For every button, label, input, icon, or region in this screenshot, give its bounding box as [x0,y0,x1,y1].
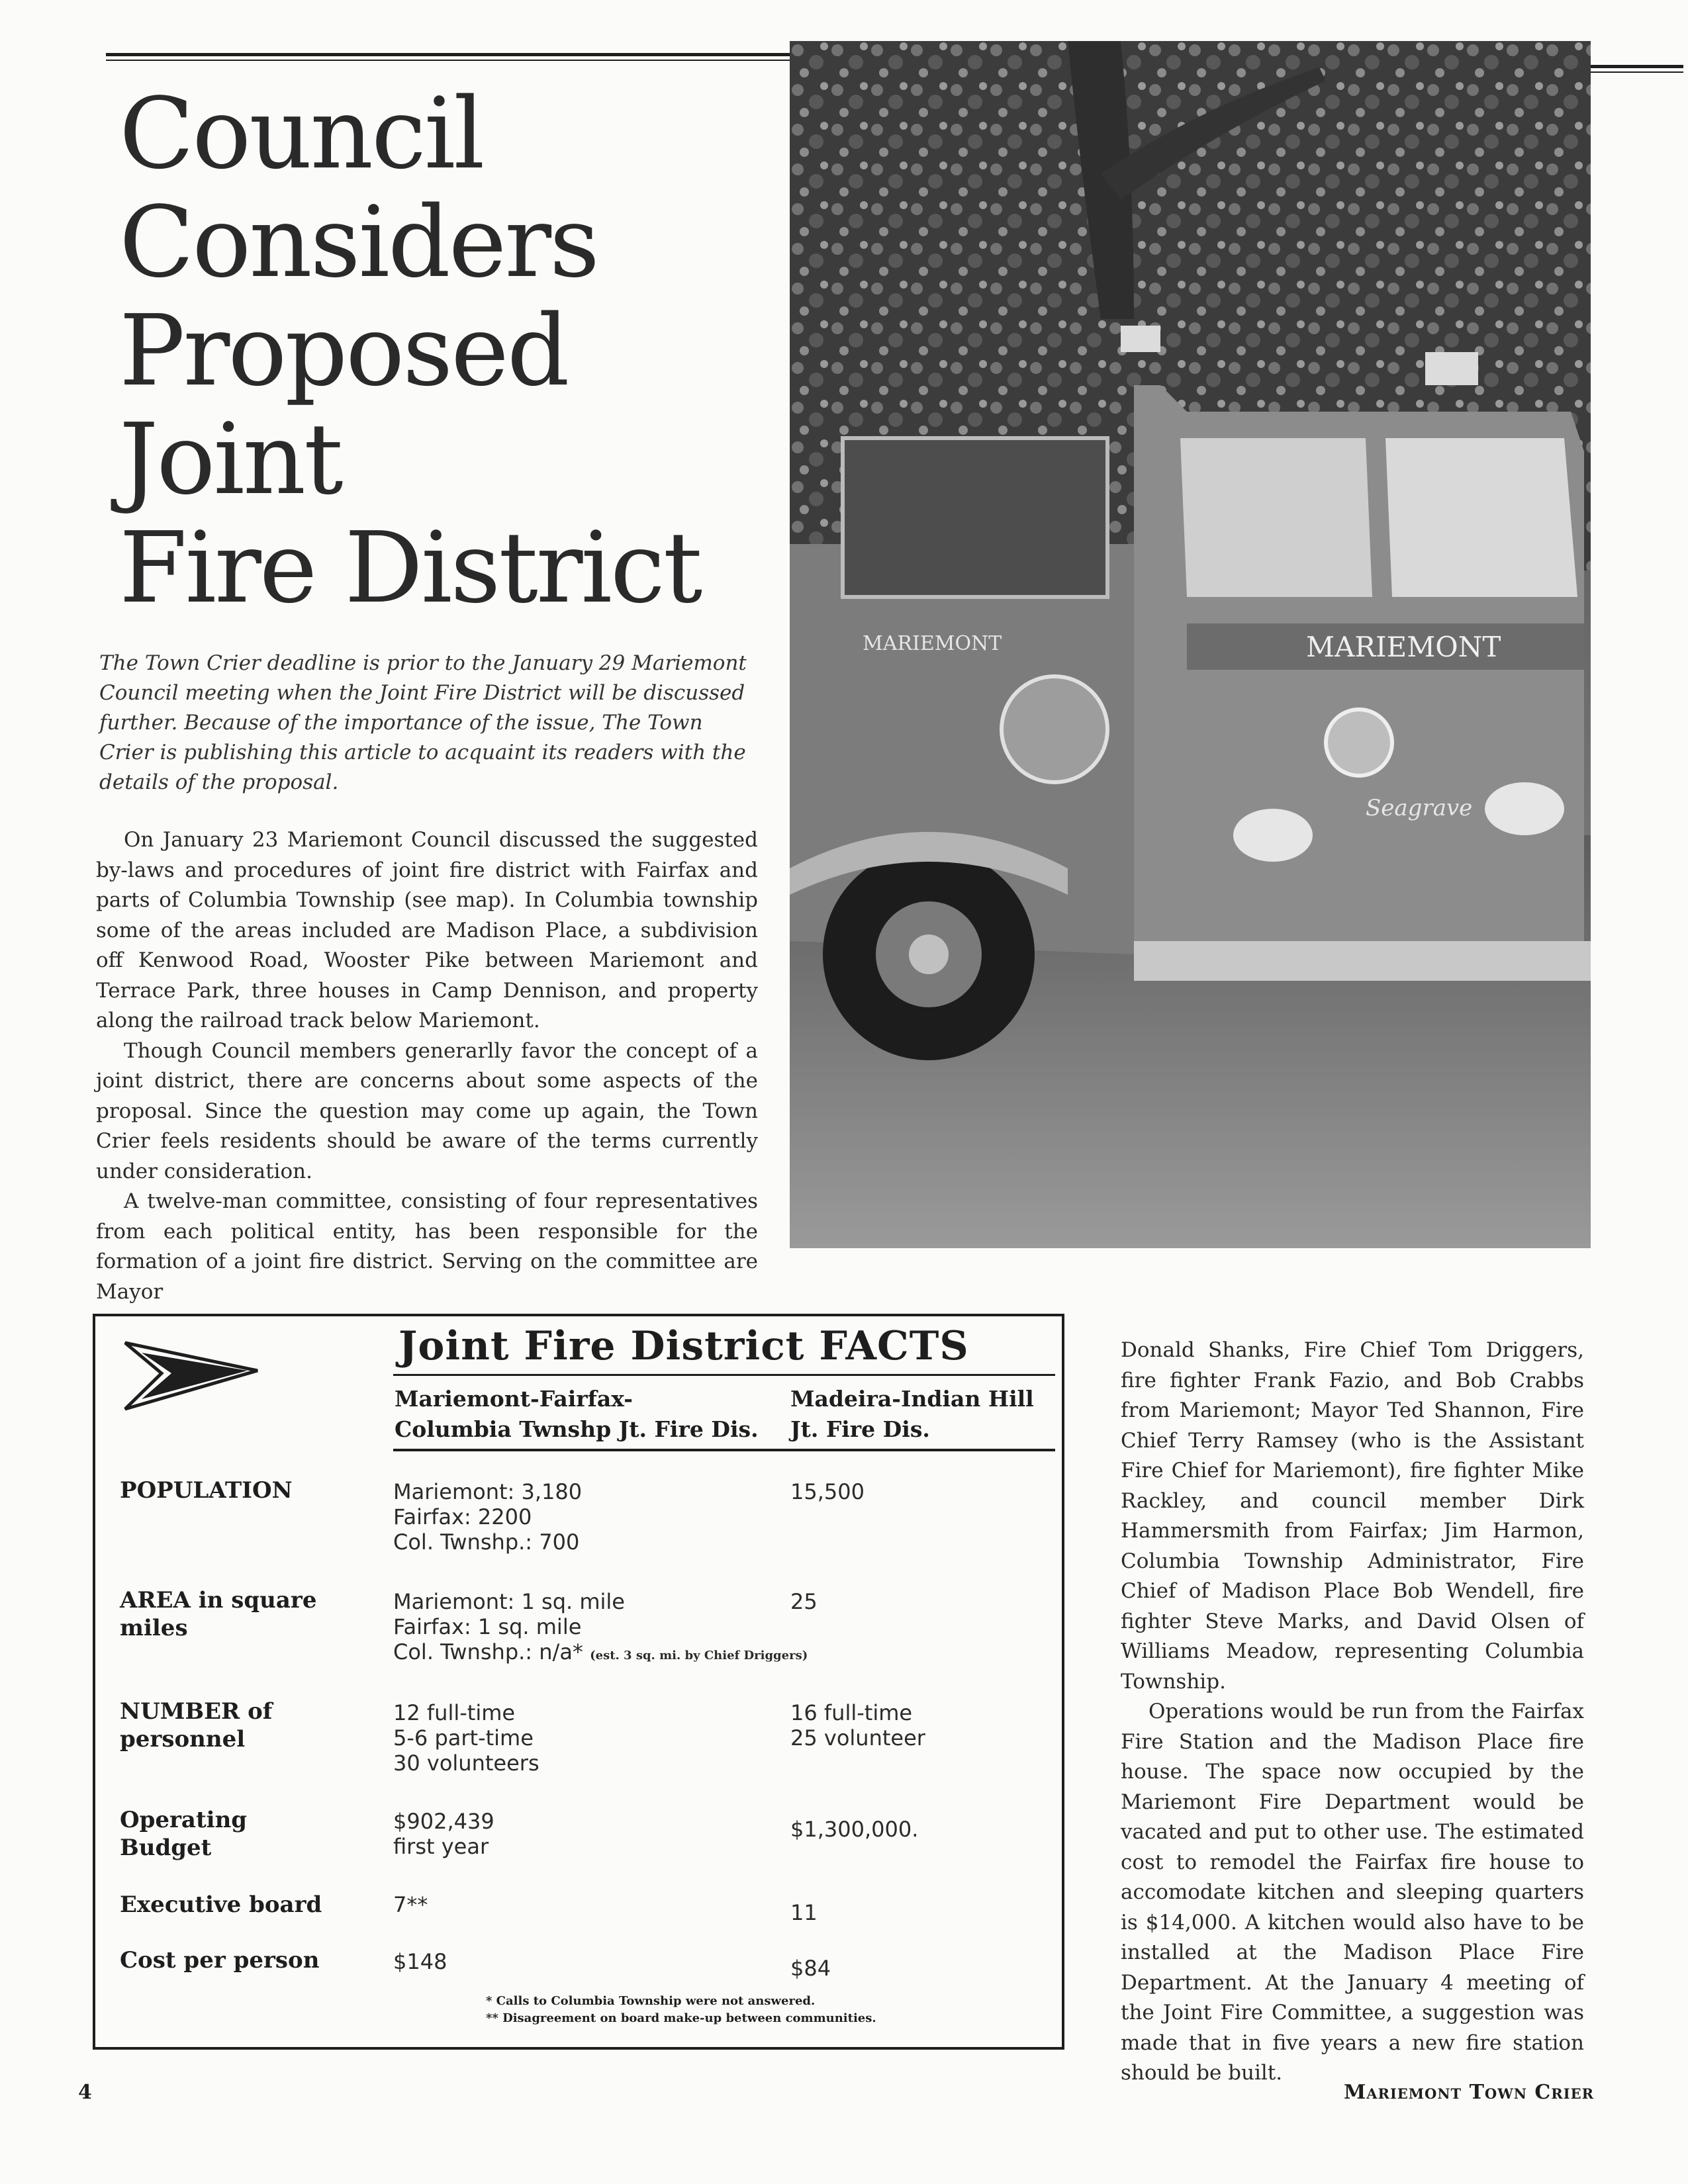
cell-population-col2: 15,500 [790,1479,865,1504]
footnote: ** Disagreement on board make-up between communities. [486,2011,876,2025]
row-label-cost: Cost per person [120,1947,320,1974]
column-header-line: Mariemont-Fairfax- [395,1386,633,1412]
cell-line: Col. Twnshp.: 700 [393,1529,580,1555]
cell-cost-col2: $84 [790,1956,831,1981]
photo-illustration [790,41,1591,1248]
header-rule [393,1449,1055,1451]
title-rule [393,1374,1055,1376]
headline-line: Council [119,77,483,191]
cell-budget-col2: $1,300,000. [790,1817,919,1842]
paragraph: Operations would be run from the Fairfax Fire Station and the Madison Place fire house. The space now occupied by the Mariemont Fire Department would be vacated and put to other use. The estimated cost to remodel the Fairfax fire house to accomodate kitchen and sleeping quarters is $14,000. A kitchen would also have to be installed at the Madison Place Fire Department. At the January 4 meeting of the Joint Fire Committee, a suggestion was made that in five years a new fire station should be built. [1121,1700,1584,2085]
estimate-note: (est. 3 sq. mi. by Chief Driggers) [590,1649,808,1662]
article-body-right [1121,1336,1584,2089]
column-header-line: Jt. Fire Dis. [790,1416,930,1442]
top-rule-left [106,53,790,56]
cell-area-col2: 25 [790,1589,818,1614]
cell-line: Mariemont: 1 sq. mile [393,1589,625,1614]
cell-budget-col1 [393,1809,494,1859]
column-header-madeira [790,1384,1034,1445]
article-headline [119,77,781,625]
headline-line: Fire District [119,511,701,625]
cell-personnel-col2 [790,1700,925,1751]
page-number: 4 [78,2081,92,2104]
cell-population-col1 [393,1479,582,1555]
cell-line: Fairfax: 1 sq. mile [393,1614,582,1639]
column-header-line: Columbia Twnshp Jt. Fire Dis. [395,1416,759,1442]
cell-text: Col. Twnshp.: n/a* [393,1639,583,1664]
cell-line: Fairfax: 2200 [393,1504,532,1529]
column-header-joint-district [395,1384,759,1445]
cell-line: 30 volunteers [393,1751,539,1776]
fire-truck-photo [790,41,1591,1248]
headline-line: Proposed [119,294,568,408]
cell-line: Mariemont: 3,180 [393,1479,583,1504]
column-header-line: Madeira-Indian Hill [790,1386,1034,1412]
cell-board-col2: 11 [790,1900,818,1925]
cell-line-with-note [393,1639,808,1668]
row-label-area: AREA in square miles [120,1587,317,1641]
truck-side-lettering: MARIEMONT [863,632,1002,655]
editor-note: The Town Crier deadline is prior to the January 29 Mariemont Council meeting when the Joint Fire District will be discussed further. Because of the importance of the issue, The Town Crier is publishing this article to acquaint its readers with the details of the proposal. [99,651,747,794]
footnote: * Calls to Columbia Township were not answered. [486,1994,816,2008]
truck-front-lettering: MARIEMONT [1306,631,1501,663]
cell-line: $902,439 [393,1809,494,1834]
truck-badge: Seagrave [1366,795,1473,821]
arrow-icon [122,1336,261,1416]
top-rule-right-thin [1591,71,1683,73]
row-label-personnel: NUMBER of personnel [120,1698,273,1752]
cell-area-col1 [393,1589,808,1668]
row-label-budget: Operating Budget [120,1807,248,1861]
facts-title: Joint Fire District FACTS [399,1323,969,1369]
row-label-population: POPULATION [120,1477,293,1504]
cell-line: 5-6 part-time [393,1725,534,1751]
cell-line: 12 full-time [393,1700,516,1725]
cell-line: 25 volunteer [790,1725,925,1751]
article-body-left [96,825,758,1307]
cell-line: 16 full-time [790,1700,913,1725]
cell-board-col1: 7** [393,1892,428,1917]
paragraph: A twelve-man committee, consisting of four representatives from each political entity, has been responsible for the formation of a joint fire district. Serving on the committee are Mayor [96,1189,758,1304]
paragraph: Though Council members generarlly favor the concept of a joint district, there are concerns about some aspects of the proposal. Since the question may come up again, the Town Crier feels residents should be aware of the terms currently under consideration. [96,1038,758,1183]
paragraph: Donald Shanks, Fire Chief Tom Driggers, fire fighter Frank Fazio, and Bob Crabbs from Mariemont; Mayor Ted Shannon, Fire Chief Terry Ramsey (who is the Assistant Fire Chief for Mariemont), fire fighter Mike Rackley, and council member Dirk Hammersmith from Fairfax; Jim Harmon, Columbia Township Administrator, Fire Chief of Madison Place Bob Wendell, fire fighter Steve Marks, and David Olsen of Williams Meadow, representing Columbia Township. [1121,1338,1584,1694]
top-rule-left-thin [106,60,790,61]
paragraph: On January 23 Mariemont Council discussed the suggested by-laws and procedures of joint fire district with Fairfax and parts of Columbia Township (see map). In Columbia township some of the areas included are Madison Place, a subdivision off Kenwood Road, Wooster Pike between Mariemont and Terrace Park, three houses in Camp Dennison, and property along the railroad track below Mariemont. [96,828,758,1032]
publication-name: Mariemont Town Crier [1344,2081,1595,2104]
row-label-executive-board: Executive board [120,1891,322,1918]
cell-personnel-col1 [393,1700,539,1776]
facts-box [93,1314,1064,2050]
cell-line: first year [393,1834,489,1859]
headline-line: Joint [119,402,342,516]
top-rule-right [1591,65,1683,68]
headline-line: Considers [119,185,598,299]
cell-cost-col1: $148 [393,1949,447,1974]
